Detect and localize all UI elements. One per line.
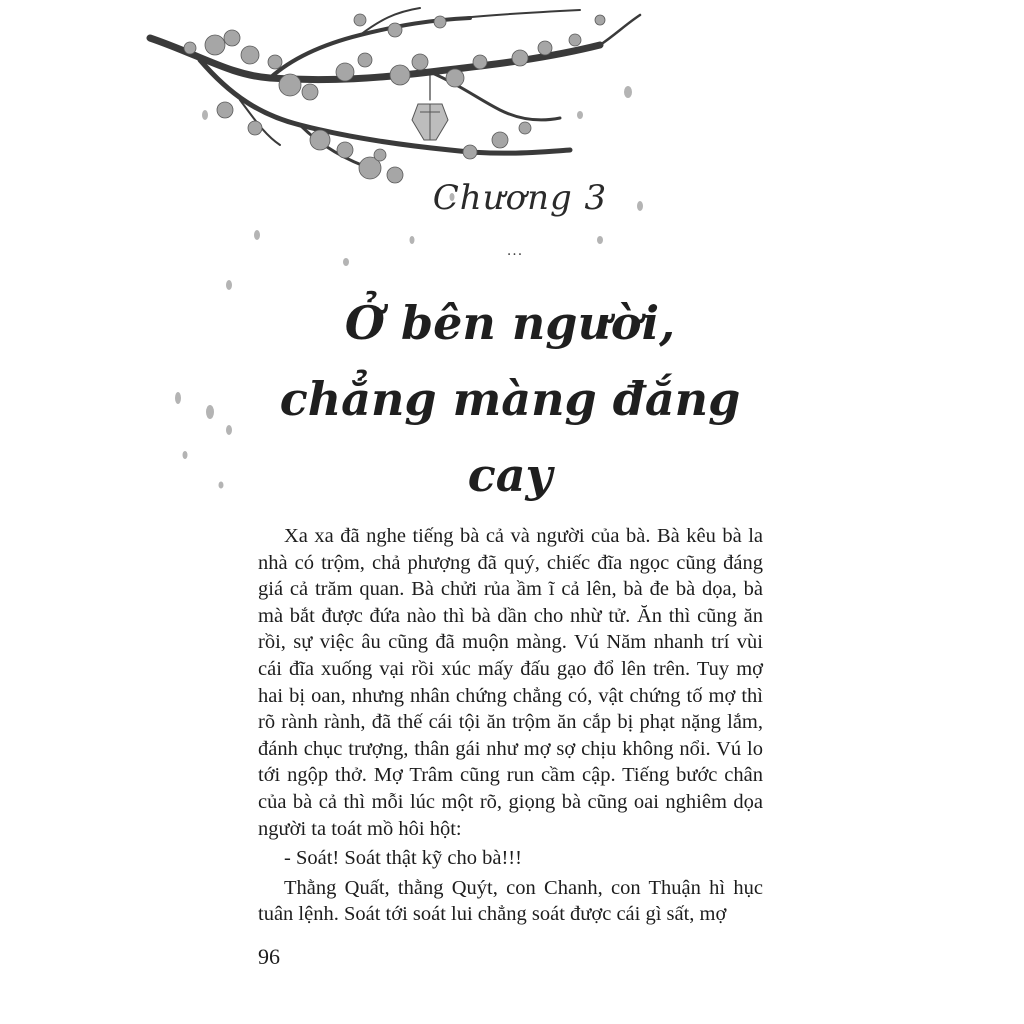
chapter-title: [230, 285, 790, 513]
body-text: [258, 523, 763, 928]
blossoms: [184, 14, 605, 183]
paragraph: Xa xa đã nghe tiếng bà cả và người của bà. Bà kêu bà la nhà có trộm, chả phượng đã quý, chiếc đĩa ngọc cũng đáng giá cả trăm quan. Bà chửi rủa ầm ĩ cả lên, bà đe bà dọa, bà mà bắt được đứa nào thì bà dần cho nhừ tử. Ăn thì cũng ăn rồi, sự việc âu cũng đã muộn màng. Vú Năm nhanh trí vùi cái đĩa xuống vại rồi xúc mấy đấu gạo đổ lên trên. Tuy mợ hai bị oan, nhưng nhân chứng chẳng có, vật chứng tố mợ thì rõ rành rành, đã thế cái tội ăn trộm ăn cắp bị phạt nặng lắm, đánh chục trượng, thân gái như mợ sợ chịu không nổi. Vú lo tới ngộp thở. Mợ Trâm cũng run cầm cập. Tiếng bước chân của bà cả thì mỗi lúc một rõ, giọng bà cũng oai nghiêm dọa người ta toát mồ hôi hột:: [258, 525, 763, 840]
chapter-title-line-2: chẳng màng đắng cay: [279, 372, 741, 502]
chapter-ornament: ...: [506, 243, 524, 259]
paragraph: Thằng Quất, thằng Quýt, con Chanh, con Thuận hì hục tuân lệnh. Soát tới soát lui chẳng soát được cái gì sất, mợ: [258, 876, 763, 926]
chapter-label: Chương 3: [432, 178, 608, 218]
paragraph: - Soát! Soát thật kỹ cho bà!!!: [284, 847, 522, 870]
page-number: 96: [258, 944, 280, 969]
chapter-title-line-1: Ở bên người,: [344, 296, 676, 350]
lantern-icon: [412, 104, 448, 140]
